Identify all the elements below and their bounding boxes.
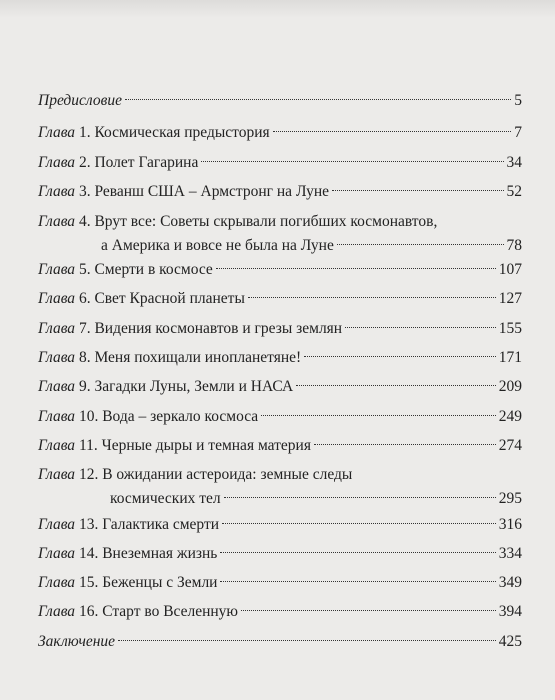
chapter-number: 6. <box>75 290 91 307</box>
toc-page-number: 78 <box>506 237 522 254</box>
dot-leader <box>332 190 504 191</box>
toc-entry-chapter-3[interactable] <box>38 180 522 204</box>
dot-leader <box>220 552 495 553</box>
toc-label: Глава <box>38 603 76 620</box>
chapter-title: Космическая предыстория <box>90 124 270 141</box>
chapter-number: 3. <box>75 183 91 200</box>
dot-leader <box>201 161 503 162</box>
toc-entry-chapter-8[interactable] <box>38 346 522 370</box>
toc-page-number: 425 <box>498 633 522 650</box>
chapter-title: Меня похищали инопланетяне! <box>90 349 302 366</box>
chapter-number: 16. <box>75 603 99 620</box>
chapter-title: Видения космонавтов и грезы землян <box>90 320 343 337</box>
toc-page-number: 127 <box>498 290 522 307</box>
chapter-title: Врут все: Советы скрывали погибших космонавтов, <box>90 213 438 230</box>
toc-page-number: 52 <box>506 183 522 200</box>
toc-page-number: 334 <box>498 545 522 562</box>
toc-label: Глава <box>38 516 76 533</box>
toc-entry-chapter-12[interactable] <box>38 463 522 511</box>
toc-entry-chapter-7[interactable] <box>38 317 522 341</box>
toc-label: Глава <box>38 290 76 307</box>
dot-leader <box>345 327 496 328</box>
chapter-title: В ожидании астероида: земные следы <box>98 466 353 483</box>
chapter-number: 13. <box>75 516 99 533</box>
toc-page-number: 107 <box>498 261 522 278</box>
dot-leader <box>261 415 496 416</box>
chapter-number: 2. <box>75 154 91 171</box>
chapter-title: Свет Красной планеты <box>90 290 245 307</box>
dot-leader <box>296 385 496 386</box>
toc-label: Глава <box>38 183 76 200</box>
toc-page-number: 209 <box>498 378 522 395</box>
chapter-number: 15. <box>75 574 99 591</box>
dot-leader <box>118 640 496 641</box>
toc-page-number: 155 <box>498 320 522 337</box>
toc-entry-chapter-6[interactable] <box>38 287 522 311</box>
toc-page-number: 249 <box>498 408 522 425</box>
toc-label: Глава <box>38 437 76 454</box>
toc-page-number: 5 <box>514 92 522 109</box>
toc-page-number: 171 <box>498 349 522 366</box>
toc-entry-chapter-2[interactable] <box>38 151 522 175</box>
chapter-title-continued: космических тел <box>110 490 221 507</box>
chapter-number: 4. <box>75 213 91 230</box>
toc-label: Глава <box>38 213 76 230</box>
toc-entry-chapter-10[interactable] <box>38 405 522 429</box>
chapter-number: 7. <box>75 320 91 337</box>
toc-entry-chapter-4[interactable] <box>38 210 522 258</box>
toc-label: Глава <box>38 349 76 366</box>
chapter-title: Реванш США – Армстронг на Луне <box>90 183 329 200</box>
dot-leader <box>337 244 504 245</box>
chapter-title: Полет Гагарина <box>90 154 199 171</box>
chapter-number: 12. <box>75 466 99 483</box>
toc-entry-chapter-5[interactable] <box>38 258 522 282</box>
toc-entry-chapter-16[interactable] <box>38 600 522 624</box>
chapter-number: 9. <box>75 378 91 395</box>
dot-leader <box>241 610 496 611</box>
dot-leader <box>273 131 512 132</box>
toc-label: Глава <box>38 545 76 562</box>
chapter-title: Старт во Вселенную <box>98 603 239 620</box>
dot-leader <box>222 523 496 524</box>
toc-label: Глава <box>38 320 76 337</box>
toc-entry-chapter-14[interactable] <box>38 542 522 566</box>
dot-leader <box>220 581 495 582</box>
toc-label: Заключение <box>38 633 116 650</box>
chapter-title: Черные дыры и темная материя <box>97 437 311 454</box>
toc-entry-chapter-9[interactable] <box>38 375 522 399</box>
chapter-title: Загадки Луны, Земли и НАСА <box>90 378 294 395</box>
toc-label: Глава <box>38 378 76 395</box>
chapter-title-continued: а Америка и вовсе не была на Луне <box>101 237 334 254</box>
toc-entry-chapter-1[interactable] <box>38 121 522 145</box>
toc-entry-chapter-11[interactable] <box>38 434 522 458</box>
toc-entry-chapter-13[interactable] <box>38 513 522 537</box>
dot-leader <box>216 268 496 269</box>
toc-entry-preface[interactable] <box>38 89 522 113</box>
toc-page-number: 274 <box>498 437 522 454</box>
toc-page-number: 295 <box>498 490 522 507</box>
chapter-title: Вода – зеркало космоса <box>98 408 259 425</box>
chapter-number: 8. <box>75 349 91 366</box>
dot-leader <box>125 99 511 100</box>
chapter-number: 10. <box>75 408 99 425</box>
chapter-number: 14. <box>75 545 99 562</box>
toc-page-number: 394 <box>498 603 522 620</box>
toc-page-number: 34 <box>506 154 522 171</box>
toc-page-number: 7 <box>514 124 522 141</box>
chapter-number: 1. <box>75 124 91 141</box>
chapter-title: Беженцы с Земли <box>98 574 218 591</box>
dot-leader <box>248 297 496 298</box>
toc-label: Глава <box>38 466 76 483</box>
chapter-title: Внеземная жизнь <box>98 545 218 562</box>
toc-entry-conclusion[interactable] <box>38 630 522 654</box>
toc-page-number: 316 <box>498 516 522 533</box>
chapter-number: 5. <box>75 261 91 278</box>
dot-leader <box>224 497 496 498</box>
toc-label: Глава <box>38 154 76 171</box>
dot-leader <box>314 444 496 445</box>
dot-leader <box>304 356 496 357</box>
toc-entry-chapter-15[interactable] <box>38 571 522 595</box>
toc-label: Глава <box>38 574 76 591</box>
toc-label: Глава <box>38 261 76 278</box>
chapter-title: Галактика смерти <box>98 516 220 533</box>
chapter-title: Смерти в космосе <box>90 261 213 278</box>
toc-label: Глава <box>38 408 76 425</box>
chapter-number: 11. <box>75 437 98 454</box>
toc-label: Предисловие <box>38 92 122 109</box>
toc-page-number: 349 <box>498 574 522 591</box>
toc-label: Глава <box>38 124 76 141</box>
